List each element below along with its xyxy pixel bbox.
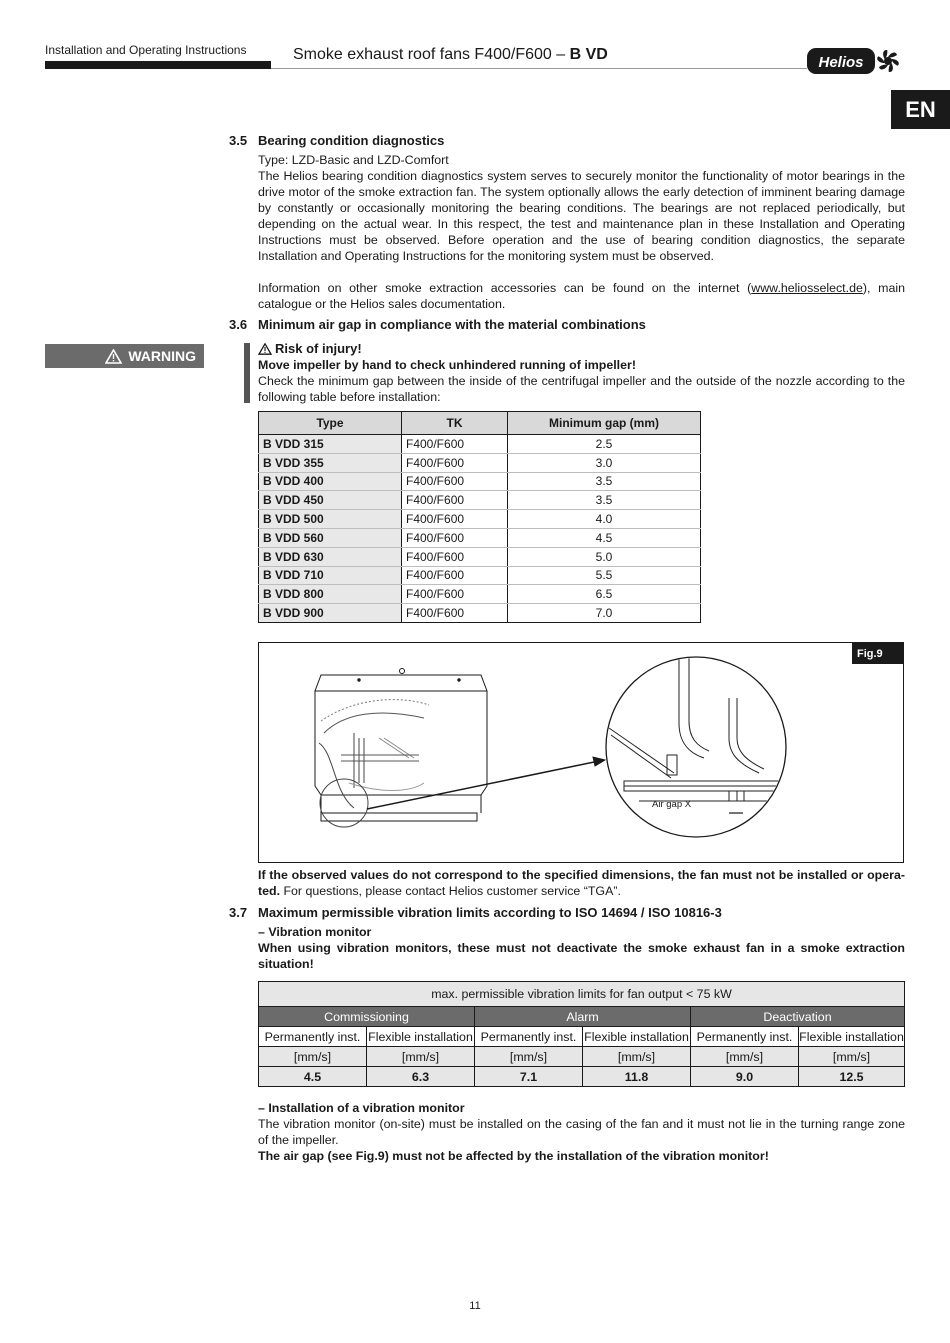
tk-cell: F400/F600	[402, 547, 508, 566]
type-cell: B VDD 500	[259, 510, 402, 529]
subheader-cell: Permanently inst.	[259, 1027, 367, 1047]
subheader-cell: Flexible installation	[583, 1027, 691, 1047]
title-prefix: Smoke exhaust roof fans F400/F600 –	[293, 46, 570, 63]
table-row	[259, 491, 701, 510]
check-gap-text: Check the minimum gap between the inside of the centrifugal impeller and the outside of the nozzle according to the following table before installation:	[258, 374, 905, 404]
tk-cell: F400/F600	[402, 585, 508, 604]
bearing-description: The Helios bearing condition diagnostics system serves to securely monitor the functionality of motor bearings in the drive motor of the smoke extraction fan. The system optionally allows the early detection of imminent bearing damage by constantly or occasionally monitoring the bearing conditions. The bearings are not replaced periodically, but depending on the actual wear. In this respect, the test and maintenance plan in these Installation and Operating Instructions must be observed. Before operation and the use of bearing condition diagnostics, the separate Installation and Operating Instructions for the monitoring system must be observed.	[258, 169, 905, 263]
gap-cell: 2.5	[508, 435, 701, 454]
value-cell: 11.8	[583, 1067, 691, 1087]
table-caption-row	[259, 982, 905, 1007]
type-cell: B VDD 560	[259, 528, 402, 547]
unit-cell: [mm/s]	[475, 1047, 583, 1067]
fan-airgap-drawing	[259, 643, 903, 862]
move-impeller-text: Move impeller by hand to check unhindered running of impeller!	[258, 358, 636, 372]
unit-cell: [mm/s]	[583, 1047, 691, 1067]
language-tab: EN	[891, 90, 950, 129]
table-row	[259, 435, 701, 454]
table-row	[259, 528, 701, 547]
section-title: Bearing condition diagnostics	[258, 133, 445, 148]
subheader-cell: Permanently inst.	[475, 1027, 583, 1047]
tk-cell: F400/F600	[402, 566, 508, 585]
logo-text: Helios	[818, 54, 864, 71]
subheader-cell: Permanently inst.	[691, 1027, 799, 1047]
value-cell: 12.5	[799, 1067, 905, 1087]
vibration-monitor-warning: When using vibration monitors, these must not deactivate the smoke exhaust fan in a smoke extraction situation!	[258, 941, 905, 971]
warning-label: WARNING	[128, 348, 196, 364]
helios-logo	[806, 45, 904, 77]
column-header: Minimum gap (mm)	[508, 412, 701, 435]
unit-cell: [mm/s]	[691, 1047, 799, 1067]
column-header: TK	[402, 412, 508, 435]
section-number: 3.5	[229, 133, 248, 148]
after-figure-text: For questions, please contact Helios customer service “TGA”.	[280, 884, 621, 898]
unit-cell: [mm/s]	[367, 1047, 475, 1067]
header-bar	[45, 61, 271, 69]
install-monitor-heading: – Installation of a vibration monitor	[258, 1101, 465, 1115]
after-figure-note	[258, 867, 905, 899]
vibration-monitor-heading: – Vibration monitor	[258, 925, 372, 939]
info-text-end: ), main catalogue or the Helios sales documentation.	[258, 281, 905, 311]
warning-icon	[105, 349, 122, 364]
table-row	[259, 566, 701, 585]
gap-cell: 3.5	[508, 491, 701, 510]
air-gap-label: Air gap X	[652, 799, 692, 810]
table-value-row	[259, 1067, 905, 1087]
gap-cell: 5.0	[508, 547, 701, 566]
unit-cell: [mm/s]	[799, 1047, 905, 1067]
table-caption: max. permissible vibration limits for fan output < 75 kW	[259, 982, 905, 1007]
type-cell: B VDD 710	[259, 566, 402, 585]
table-row	[259, 585, 701, 604]
tk-cell: F400/F600	[402, 453, 508, 472]
table-header-row	[259, 412, 701, 435]
table-row	[259, 453, 701, 472]
group-deactivation: Deactivation	[691, 1007, 905, 1027]
table-unit-row	[259, 1047, 905, 1067]
risk-line	[258, 341, 905, 357]
tk-cell: F400/F600	[402, 472, 508, 491]
risk-text: Risk of injury!	[275, 341, 362, 356]
column-header: Type	[259, 412, 402, 435]
group-commissioning: Commissioning	[259, 1007, 475, 1027]
doc-type-label: Installation and Operating Instructions	[45, 43, 247, 57]
type-cell: B VDD 900	[259, 604, 402, 623]
title-model: B VD	[569, 46, 608, 63]
header-rule	[271, 68, 807, 69]
type-cell: B VDD 450	[259, 491, 402, 510]
gap-cell: 3.0	[508, 453, 701, 472]
tk-cell: F400/F600	[402, 528, 508, 547]
tk-cell: F400/F600	[402, 510, 508, 529]
value-cell: 7.1	[475, 1067, 583, 1087]
subheader-cell: Flexible installation	[799, 1027, 905, 1047]
value-cell: 4.5	[259, 1067, 367, 1087]
page-title	[293, 46, 608, 64]
warning-badge	[45, 344, 204, 368]
info-text: Information on other smoke extraction accessories can be found on the internet (	[258, 281, 752, 295]
type-line: Type: LZD-Basic and LZD-Comfort	[258, 153, 449, 167]
page-number: 11	[469, 1300, 481, 1312]
unit-cell: [mm/s]	[259, 1047, 367, 1067]
gap-cell: 7.0	[508, 604, 701, 623]
section-title: Maximum permissible vibration limits according to ISO 14694 / ISO 10816-3	[258, 905, 722, 920]
air-gap-warning: The air gap (see Fig.9) must not be affected by the installation of the vibration monitor!	[258, 1149, 769, 1163]
type-cell: B VDD 630	[259, 547, 402, 566]
gap-cell: 6.5	[508, 585, 701, 604]
group-alarm: Alarm	[475, 1007, 691, 1027]
warning-icon	[258, 343, 272, 355]
value-cell: 9.0	[691, 1067, 799, 1087]
table-row	[259, 604, 701, 623]
table-group-row	[259, 1007, 905, 1027]
type-cell: B VDD 315	[259, 435, 402, 454]
type-cell: B VDD 400	[259, 472, 402, 491]
tk-cell: F400/F600	[402, 604, 508, 623]
section-number: 3.6	[229, 317, 248, 332]
tk-cell: F400/F600	[402, 435, 508, 454]
after-figure-bold: If the observed values do not correspond to the specified dimensions, the fan must not be installed or operated.	[258, 868, 905, 898]
section-title: Minimum air gap in compliance with the material combinations	[258, 317, 646, 332]
install-monitor-text: The vibration monitor (on-site) must be installed on the casing of the fan and it must not lie in the turning range zone of the impeller.	[258, 1117, 905, 1147]
warning-bar	[244, 343, 250, 403]
gap-cell: 3.5	[508, 472, 701, 491]
table-row	[259, 510, 701, 529]
type-cell: B VDD 800	[259, 585, 402, 604]
section-number: 3.7	[229, 905, 248, 920]
helios-select-link[interactable]: www.heliosselect.de	[751, 281, 863, 295]
info-paragraph	[258, 280, 905, 312]
table-subheader-row	[259, 1027, 905, 1047]
table-row	[259, 472, 701, 491]
subheader-cell: Flexible installation	[367, 1027, 475, 1047]
figure-9	[258, 642, 904, 863]
gap-cell: 4.0	[508, 510, 701, 529]
gap-cell: 4.5	[508, 528, 701, 547]
value-cell: 6.3	[367, 1067, 475, 1087]
gap-cell: 5.5	[508, 566, 701, 585]
type-cell: B VDD 355	[259, 453, 402, 472]
figure-label: Fig.9	[852, 643, 904, 664]
tk-cell: F400/F600	[402, 491, 508, 510]
vibration-limits-table	[258, 981, 905, 1087]
min-gap-table	[258, 411, 701, 623]
table-row	[259, 547, 701, 566]
